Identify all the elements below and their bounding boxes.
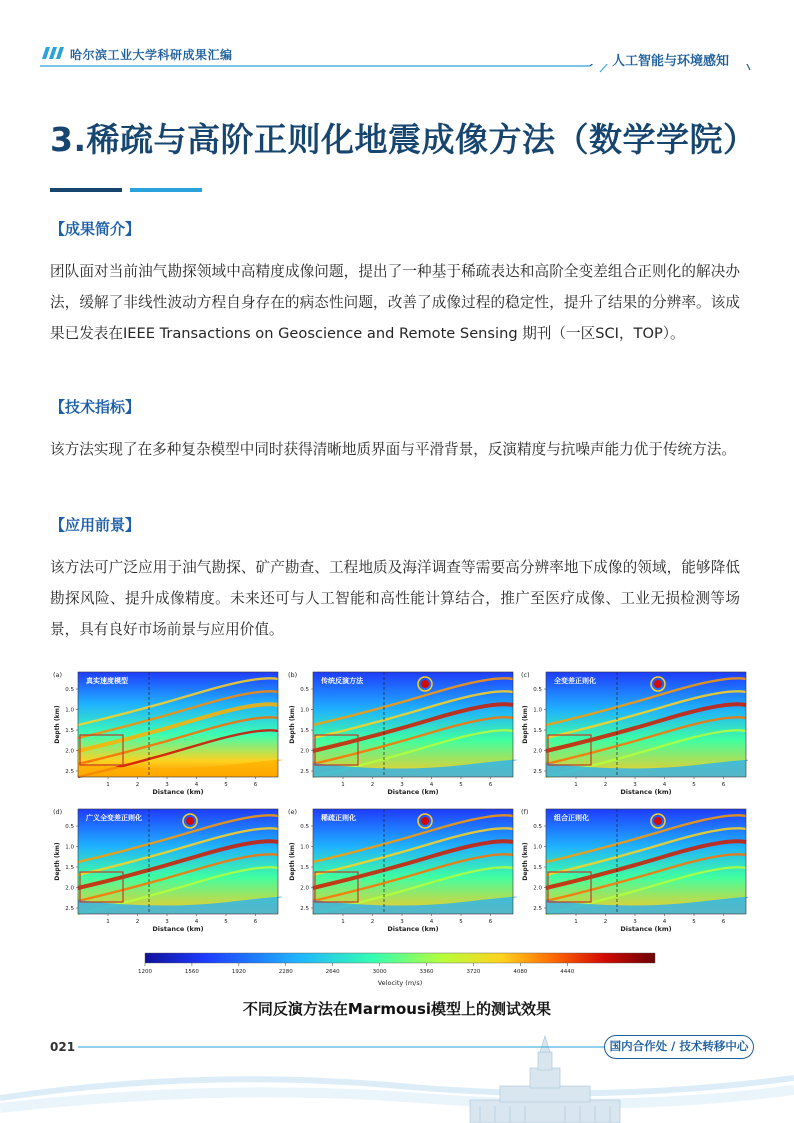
y-tick-label: 1.5 [65,865,74,871]
y-tick-label: 2.0 [65,885,74,892]
header-stripes-icon [42,47,64,59]
y-axis-label: Depth (km) [289,842,296,881]
y-tick-label: 1.5 [533,865,542,871]
x-axis-label: Distance (km) [152,925,204,933]
velocity-model-figure [48,664,748,994]
section-heading-specs: 【技术指标】 [50,398,141,416]
y-tick-label: 1.5 [65,728,74,734]
x-tick-label: 5 [224,782,228,788]
x-tick-label: 3 [400,919,404,925]
y-tick-label: 2.5 [65,769,74,775]
header-category: 人工智能与环境感知 [612,54,730,69]
figure-panel [288,671,517,796]
footer-department-badge: 国内合作处 / 技术转移中心 [604,1035,754,1059]
section-body-summary: 团队面对当前油气勘探领域中高精度成像问题，提出了一种基于稀疏表达和高阶全变差组合正则化的解决办法，缓解了非线性波动方程自身存在的病态性问题，改善了成像过程的稳定性，提升了结果的分辨率。该成果已发表在IEEE Transactions on Geoscience and Remote Sensing 期刊（一区SCI，TOP）。 [50,263,740,342]
x-tick-label: 1 [574,782,578,788]
section-heading-summary: 【成果简介】 [50,220,141,238]
figure-panel [53,808,282,933]
panel-letter: (b) [288,671,298,679]
y-tick-label: 1.0 [65,707,74,714]
y-tick-label: 1.5 [300,728,309,734]
x-tick-label: 2 [370,919,375,925]
x-axis-label: Distance (km) [387,788,439,796]
y-tick-label: 2.5 [533,769,542,775]
header-publication-title: 哈尔滨工业大学科研成果汇编 [70,48,233,62]
x-tick-label: 4 [662,782,667,788]
panel-letter: (a) [53,671,63,679]
figure-caption: 不同反演方法在Marmousi模型上的测试效果 [242,1000,552,1018]
colorbar-tick-label: 3360 [419,969,434,975]
x-tick-label: 1 [106,919,110,925]
panel-label: 广义全变差正则化 [86,814,142,822]
x-axis-label: Distance (km) [387,925,439,933]
y-axis-label: Depth (km) [54,705,61,744]
panel-letter: (e) [288,808,298,816]
y-tick-label: 1.0 [533,844,542,851]
figure-panel [521,671,748,796]
y-tick-label: 0.5 [533,687,542,693]
panel-label: 传统反演方法 [321,677,363,685]
x-tick-label: 5 [692,782,696,788]
y-tick-label: 0.5 [300,687,309,693]
title-underline-dark [50,188,122,192]
colorbar-tick-label: 4440 [560,969,575,975]
x-tick-label: 2 [370,782,375,788]
page-title: 3.稀疏与高阶正则化地震成像方法（数学学院） [50,120,757,159]
x-axis-label: Distance (km) [620,925,672,933]
colorbar-tick-label: 3000 [372,969,387,975]
x-tick-label: 6 [253,782,258,788]
y-tick-label: 2.0 [300,748,309,755]
anomaly-marker [421,680,429,688]
x-axis-label: Distance (km) [620,788,672,796]
anomaly-marker [421,817,429,825]
x-tick-label: 4 [194,919,199,925]
y-tick-label: 1.5 [300,865,309,871]
y-tick-label: 2.0 [533,885,542,892]
colorbar-tick-label: 1560 [184,969,199,975]
anomaly-marker [654,680,662,688]
x-axis-label: Distance (km) [152,788,204,796]
x-tick-label: 6 [488,782,493,788]
y-tick-label: 2.0 [533,748,542,755]
y-axis-label: Depth (km) [522,705,529,744]
x-tick-label: 1 [106,782,110,788]
panel-label: 全变差正则化 [554,677,596,685]
y-tick-label: 2.5 [300,769,309,775]
y-tick-label: 0.5 [300,824,309,830]
y-tick-label: 1.5 [533,728,542,734]
section-body-specs: 该方法实现了在多种复杂模型中同时获得清晰地质界面与平滑背景，反演精度与抗噪声能力优于传统方法。 [50,441,736,458]
x-tick-label: 2 [603,919,608,925]
section-heading-prospects: 【应用前景】 [50,516,141,534]
y-tick-label: 2.5 [533,906,542,912]
panel-letter: (d) [53,808,63,816]
x-tick-label: 6 [721,919,726,925]
y-tick-label: 0.5 [65,824,74,830]
anomaly-marker [654,817,662,825]
x-tick-label: 5 [459,782,463,788]
y-tick-label: 1.0 [65,844,74,851]
x-tick-label: 1 [341,919,345,925]
colorbar-label: Velocity (m/s) [377,979,423,987]
colorbar-tick-label: 1920 [231,969,246,975]
colorbar-tick-label: 2640 [325,969,340,975]
x-tick-label: 6 [721,782,726,788]
page-number: 021 [50,1040,76,1054]
y-tick-label: 0.5 [65,687,74,693]
x-tick-label: 5 [459,919,463,925]
y-tick-label: 1.0 [300,844,309,851]
y-tick-label: 2.0 [300,885,309,892]
x-tick-label: 1 [574,919,578,925]
x-tick-label: 3 [165,782,169,788]
figure-panel [521,808,748,933]
y-tick-label: 2.0 [65,748,74,755]
x-tick-label: 4 [662,919,667,925]
x-tick-label: 2 [135,919,140,925]
x-tick-label: 2 [135,782,140,788]
colorbar-tick-label: 1200 [138,969,152,975]
x-tick-label: 1 [341,782,345,788]
x-tick-label: 3 [400,782,404,788]
panel-label: 组合正则化 [554,814,589,822]
panel-letter: (f) [521,808,529,816]
panel-letter: (c) [521,671,530,679]
x-tick-label: 3 [633,782,637,788]
colorbar-tick-label: 2280 [278,969,293,975]
colorbar-tick-label: 3720 [466,969,481,975]
y-tick-label: 1.0 [300,707,309,714]
x-tick-label: 4 [429,782,434,788]
figure-panel [53,671,282,796]
figure-panel [288,808,517,933]
x-tick-label: 4 [194,782,199,788]
colorbar [145,953,655,963]
y-tick-label: 2.5 [65,906,74,912]
panel-label: 真实速度模型 [86,677,128,685]
anomaly-marker [186,817,194,825]
section-body-prospects: 该方法可广泛应用于油气勘探、矿产勘查、工程地质及海洋调查等需要高分辨率地下成像的领域，能够降低勘探风险、提升成像精度。未来还可与人工智能和高性能计算结合，推广至医疗成像、工业无损检测等场景，具有良好市场前景与应用价值。 [50,559,740,638]
x-tick-label: 6 [253,919,258,925]
x-tick-label: 5 [692,919,696,925]
x-tick-label: 3 [633,919,637,925]
panel-label: 稀疏正则化 [321,814,356,822]
x-tick-label: 5 [224,919,228,925]
colorbar-tick-label: 4080 [513,969,528,975]
x-tick-label: 4 [429,919,434,925]
title-underline-light [130,188,202,192]
y-tick-label: 2.5 [300,906,309,912]
y-tick-label: 0.5 [533,824,542,830]
x-tick-label: 2 [603,782,608,788]
y-tick-label: 1.0 [533,707,542,714]
y-axis-label: Depth (km) [54,842,61,881]
x-tick-label: 3 [165,919,169,925]
x-tick-label: 6 [488,919,493,925]
y-axis-label: Depth (km) [522,842,529,881]
y-axis-label: Depth (km) [289,705,296,744]
